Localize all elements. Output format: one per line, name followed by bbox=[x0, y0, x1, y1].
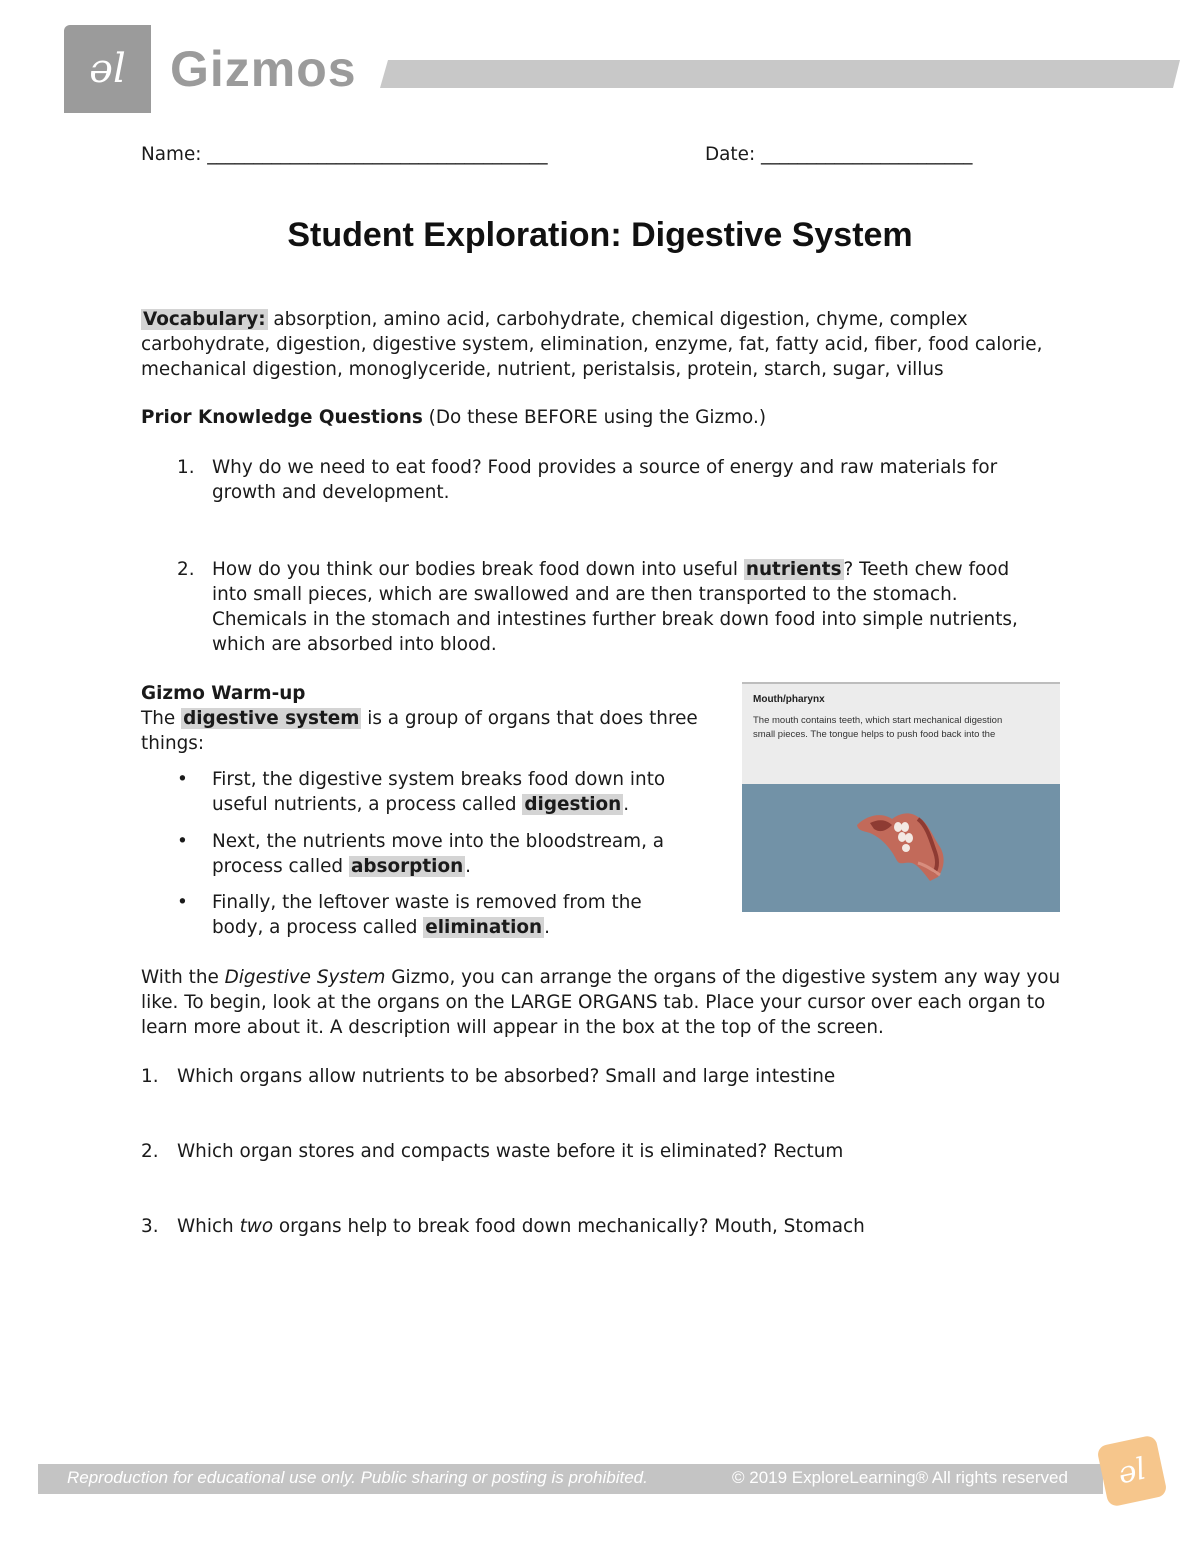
question-text bbox=[212, 557, 1042, 657]
header bbox=[0, 0, 1200, 120]
vocabulary-label: Vocabulary: bbox=[143, 309, 266, 330]
logo-glyph: əl bbox=[89, 46, 126, 92]
date-field[interactable]: Date: _______________________ bbox=[705, 144, 973, 165]
prior-heading-note: (Do these BEFORE using the Gizmo.) bbox=[422, 407, 766, 428]
bullet-part: Next, the nutrients move into the bloodstream, a process called bbox=[212, 831, 665, 877]
footer-copyright: © 2019 ExploreLearning® All rights reserved bbox=[732, 1468, 1068, 1487]
bullet-part: . bbox=[544, 917, 550, 938]
para-part: With the bbox=[141, 967, 225, 988]
vocab-highlight-nutrients: nutrients bbox=[745, 559, 842, 580]
intro-part: is a group of organs that does three things: bbox=[141, 708, 698, 754]
brand-name: Gizmos bbox=[170, 41, 357, 97]
question-text-part: ? Teeth chew food into small pieces, which are swallowed and are then transported to the stomach. Chemicals in the stomach and intestines further break down food into simple nutrients, which are absorbed into blood. bbox=[212, 559, 1018, 655]
question-number: 2. bbox=[177, 559, 195, 580]
warmup-question-1 bbox=[141, 1064, 836, 1089]
bullet-part: . bbox=[623, 794, 630, 815]
vocab-highlight-digestive-system: digestive system bbox=[183, 708, 360, 729]
page-title: Student Exploration: Digestive System bbox=[287, 216, 913, 254]
vocab-highlight-absorption: absorption bbox=[350, 856, 464, 877]
question-part: Which bbox=[177, 1216, 240, 1237]
bullet-icon: • bbox=[177, 892, 188, 913]
para-part: Gizmo, you can arrange the organs of the digestive system any way you like. To begin, look at the organs on the LARGE ORGANS tab. Place your cursor over each organ to learn more about it. A description will appear in the box at the top of the screen. bbox=[141, 967, 1061, 1038]
bullet-icon: • bbox=[177, 831, 188, 852]
warmup-heading: Gizmo Warm-up bbox=[141, 683, 306, 704]
vocab-highlight-digestion: digestion bbox=[524, 794, 622, 815]
bullet-part: First, the digestive system breaks food down into useful nutrients, a process called bbox=[212, 769, 666, 815]
question-text bbox=[177, 1214, 1057, 1239]
gizmo-screenshot bbox=[742, 682, 1060, 912]
bullet-icon: • bbox=[177, 769, 188, 790]
gizmo-instructions bbox=[141, 965, 1081, 1040]
vocabulary-list: absorption, amino acid, carbohydrate, chemical digestion, chyme, complex carbohydrate, digestion, digestive system, elimination, enzyme, fat, fatty acid, fiber, food calorie, mechanical digestion, monoglyceride, nutrient, peristalsis, protein, starch, sugar, villus bbox=[141, 309, 1043, 380]
question-number: 1. bbox=[141, 1066, 159, 1087]
organ-title: Mouth/pharynx bbox=[753, 694, 825, 705]
bullet-text bbox=[212, 829, 692, 879]
question-text: Why do we need to eat food? Food provides a source of energy and raw materials for growth and development. bbox=[212, 457, 998, 503]
prior-knowledge-heading bbox=[141, 405, 766, 430]
question-text-part: How do you think our bodies break food down into useful bbox=[212, 559, 744, 580]
prior-heading-bold: Prior Knowledge Questions bbox=[141, 407, 423, 428]
warmup-intro bbox=[141, 706, 721, 756]
question-text: Which organ stores and compacts waste before it is eliminated? Rectum bbox=[177, 1141, 844, 1162]
description-panel bbox=[742, 682, 1060, 784]
gizmo-name: Digestive System bbox=[224, 967, 386, 988]
description-line: small pieces. The tongue helps to push food back into the bbox=[753, 729, 996, 740]
vocabulary bbox=[141, 307, 1071, 382]
bullet-text bbox=[212, 890, 692, 940]
mouth-pharynx-organ-icon bbox=[852, 807, 962, 887]
bullet-part: . bbox=[465, 856, 472, 877]
footer-disclaimer: Reproduction for educational use only. Public sharing or posting is prohibited. bbox=[67, 1468, 648, 1487]
bullet-text bbox=[212, 767, 692, 817]
question-number: 3. bbox=[141, 1216, 159, 1237]
description-line: The mouth contains teeth, which start mechanical digestion bbox=[753, 715, 1003, 726]
warmup-question-2 bbox=[141, 1139, 844, 1164]
bullet-part: Finally, the leftover waste is removed from the body, a process called bbox=[212, 892, 642, 938]
question-number: 1. bbox=[177, 457, 195, 478]
explorelearning-logo bbox=[64, 25, 151, 113]
organ-description bbox=[753, 714, 1060, 742]
warmup-question-3 bbox=[141, 1214, 865, 1239]
vocab-highlight-elimination: elimination bbox=[425, 917, 543, 938]
question-text: Which organs allow nutrients to be absorbed? Small and large intestine bbox=[177, 1066, 836, 1087]
question-part: organs help to break food down mechanically? Mouth, Stomach bbox=[273, 1216, 865, 1237]
name-field[interactable]: Name: _____________________________________ bbox=[141, 144, 548, 165]
question-emphasis: two bbox=[239, 1216, 274, 1237]
question-number: 2. bbox=[141, 1141, 159, 1162]
footer-logo-icon: əl bbox=[1096, 1434, 1168, 1507]
intro-part: The bbox=[141, 708, 182, 729]
header-stripe bbox=[380, 60, 1180, 90]
